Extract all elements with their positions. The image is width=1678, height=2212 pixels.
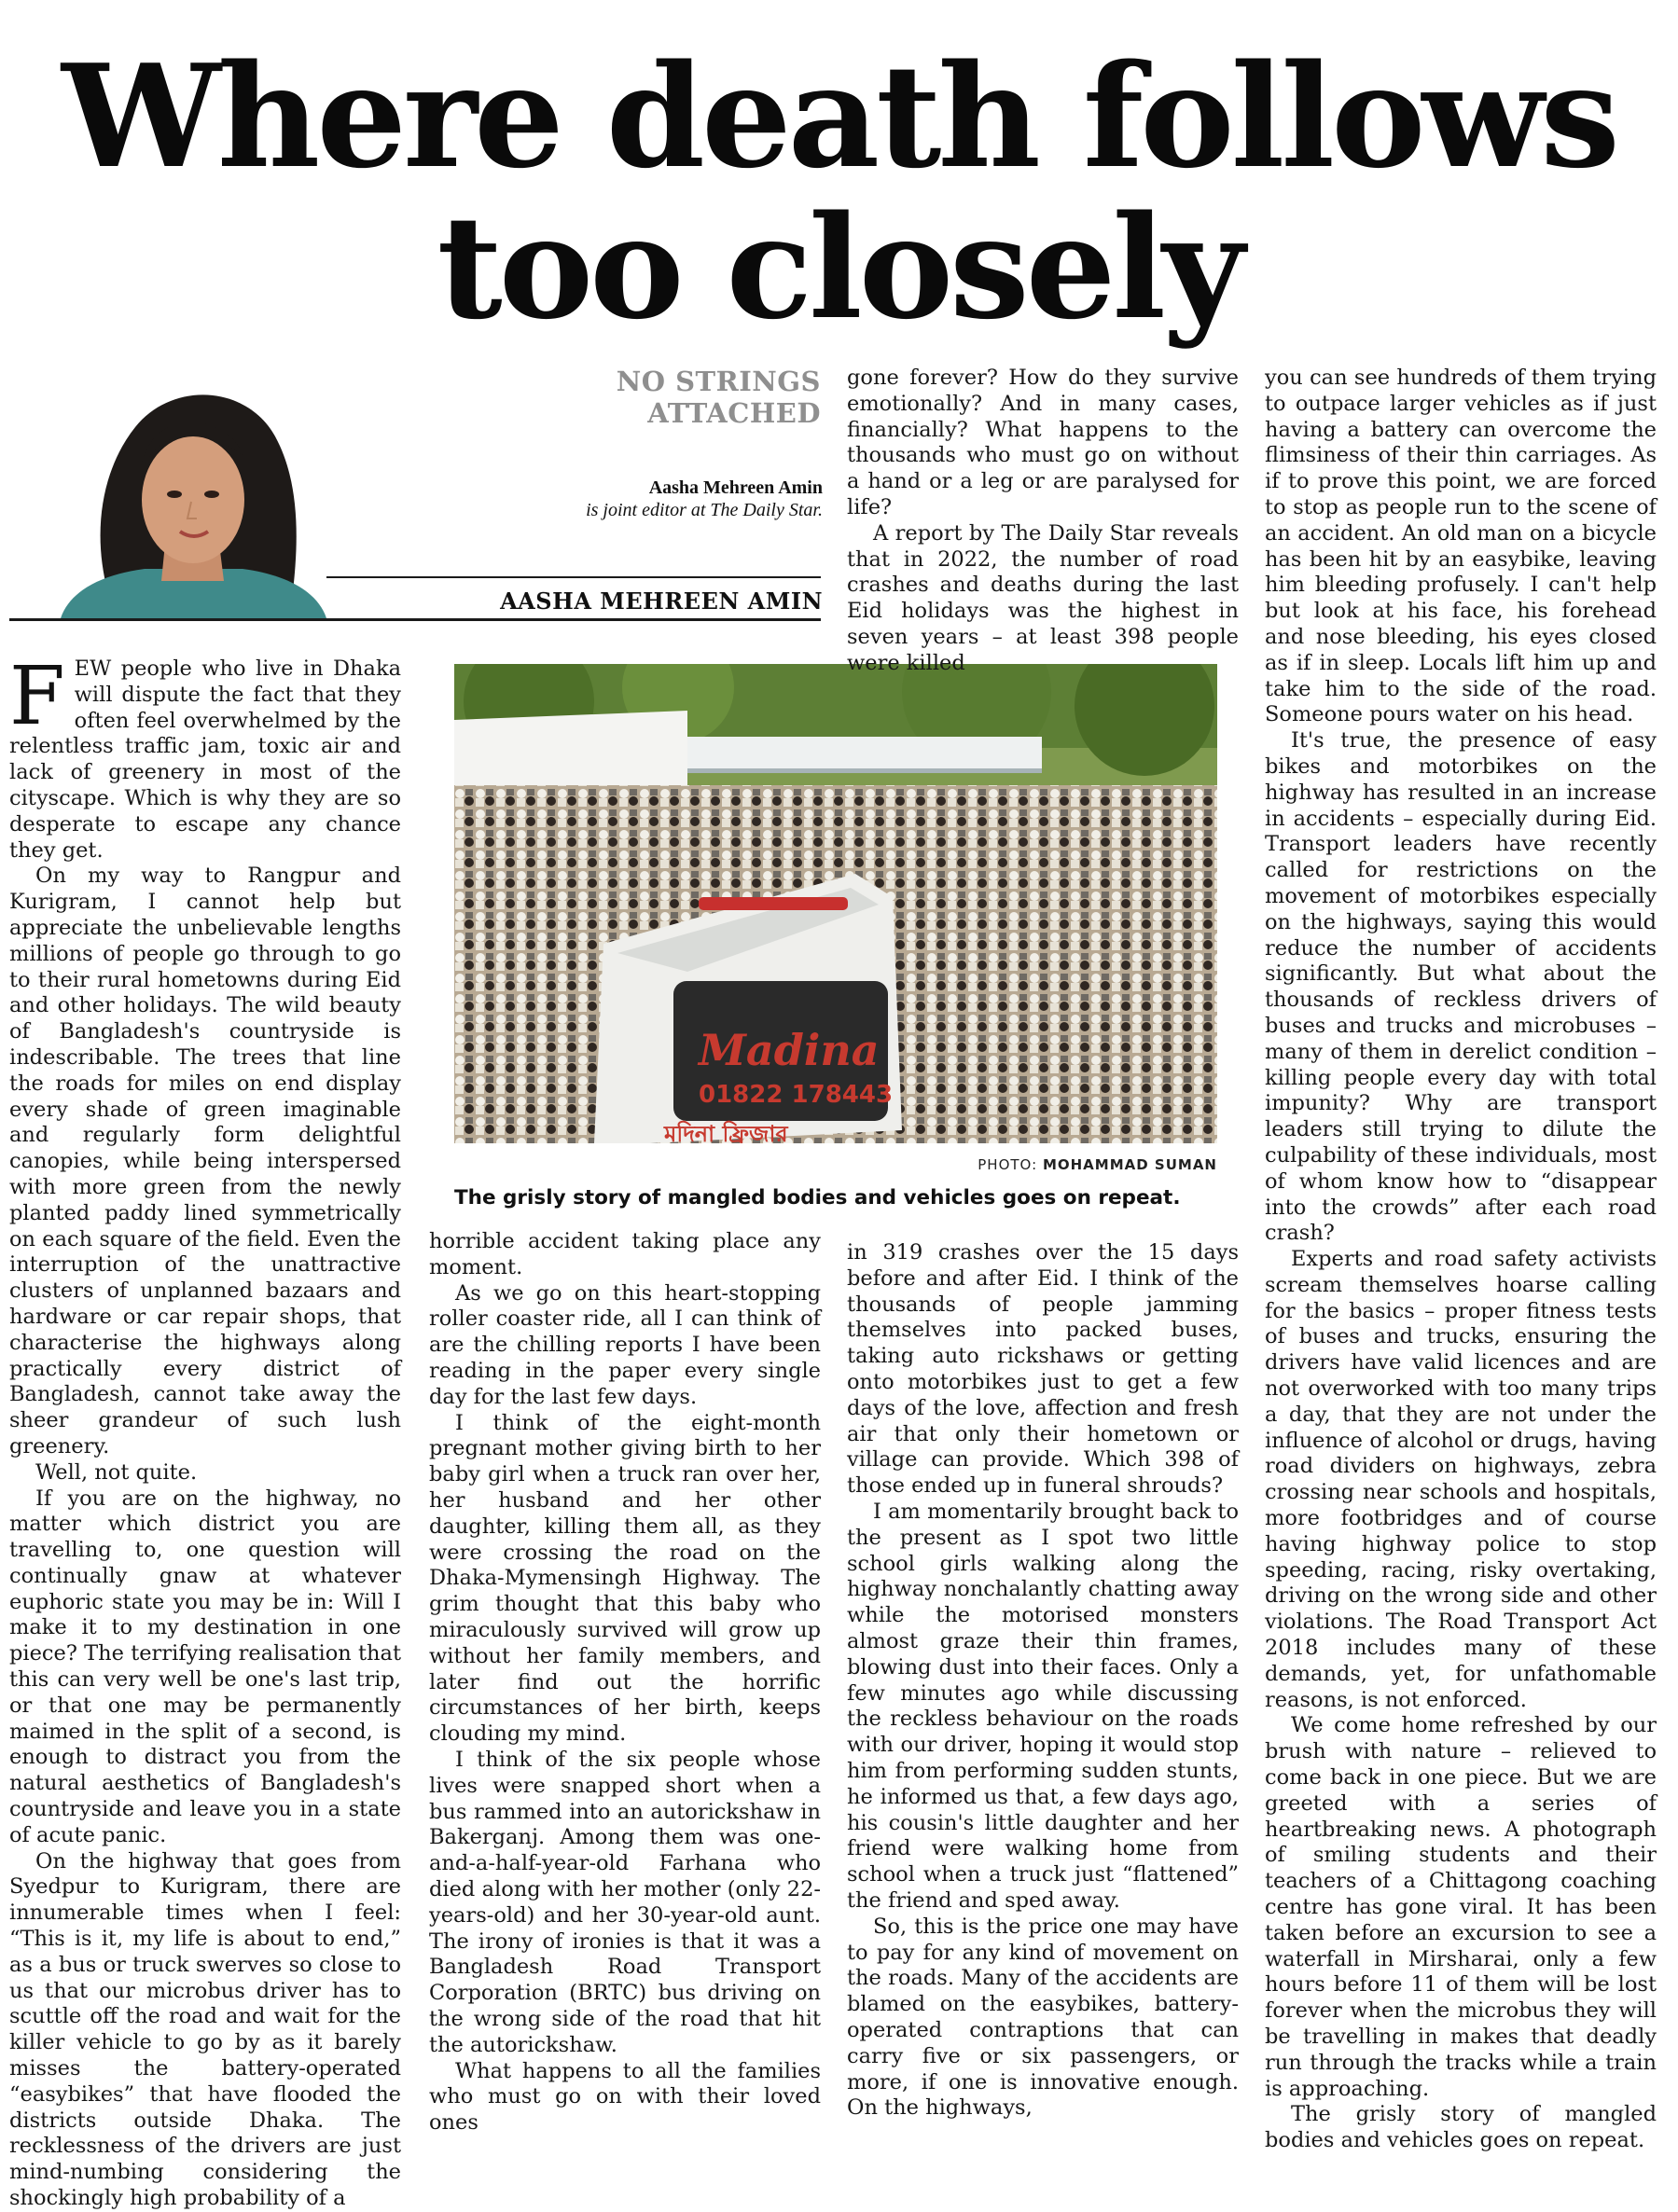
headline-line-2: too closely	[437, 184, 1241, 351]
author-bio-text: is joint editor at The Daily Star.	[586, 500, 823, 520]
drop-cap: F	[9, 650, 65, 743]
article-photo	[454, 664, 1217, 1143]
column-label-line-1: NO STRINGS	[616, 366, 821, 397]
byline-rule	[326, 576, 821, 578]
header-rule	[9, 618, 821, 621]
article-paragraph: It's true, the presence of easy bikes and motorbikes on the highway has resulted in an increase in accidents – especially during Eid. Transport leaders have recently called for restrictions on the movement of motorbikes especially on the highways, saying this would reduce the number of accidents significantly. But what about the thousands of reckless drivers of buses and trucks and microbuses – many of them in derelict condition – killing people every day with total impunity? Why are transport leaders still trying to dilute the culpability of these individuals, most of whom know how to “disappear into the crowds” after each road crash?	[1265, 728, 1657, 1246]
article-paragraph: A report by The Daily Star reveals that in 2022, the number of road crashes and deaths during the last Eid holidays was the highest in seven years – at least 398 people were killed	[847, 520, 1239, 675]
article-paragraph: in 319 crashes over the 15 days before and after Eid. I think of the thousands of people jamming themselves into packed buses, taking auto rickshaws or getting onto motorbikes just to get a few days of the love, affection and fresh air that only their hometown or village can provide. Which 398 of those ended up in funeral shrouds?	[847, 1240, 1239, 1499]
article-paragraph: FEW people who live in Dhaka will dispute the fact that they often feel overwhelmed by the relentless traffic jam, toxic air and lack of greenery in most of the cityscape. Which is why they are so desperate to escape any chance they get.	[9, 650, 401, 863]
headline-line-1: Where death follows	[62, 33, 1616, 200]
article-column-1	[9, 650, 401, 2212]
article-paragraph: If you are on the highway, no matter which district you are travelling to, one question will continually gnaw at whatever euphoric state you may be in: Will I make it to my destination in one piece? The terrifying realisation that this can very well be one's last trip, or that one may be permanently maimed in the split of a second, is enough to distract you from the natural aesthetics of Bangladesh's countryside and leave you in a state of acute panic.	[9, 1486, 401, 1847]
headline	[0, 33, 1678, 351]
article-paragraph: We come home refreshed by our brush with nature – relieved to come back in one piece. But we are greeted with a series of heartbreaking news. A photograph of smiling students and their teachers of a Chittagong coaching centre has gone viral. It has been taken before an excursion to see a waterfall in Mirsharai, only a few hours before 11 of them will be lost forever when the microbus they will be travelling in makes that deadly run through the tracks while a train is approaching.	[1265, 1713, 1657, 2101]
article-paragraph: Experts and road safety activists scream themselves hoarse calling for the basics – proper fitness tests of buses and trucks, ensuring the drivers have valid licences and are not overworked with too many trips a day, that they are not under the influence of alcohol or drugs, having road dividers on highways, zebra crossing near schools and hospitals, more footbridges and of course having highway police to stop speeding, racing, risky overtaking, driving on the wrong side and other violations. The Road Transport Act 2018 includes many of these demands, yet, for unfathomable reasons, is not enforced.	[1265, 1247, 1657, 1712]
article-paragraph: The grisly story of mangled bodies and vehicles goes on repeat.	[1265, 2102, 1657, 2153]
article-paragraph: I think of the eight-month pregnant mother giving birth to her baby girl when a truck ran over her, her husband and her other daughter, killing them all, as they were crossing the road on the Dhaka-Mymensingh Highway. The grim thought that this baby who miraculously survived will grow up without her family members, and later find out the horrific circumstances of her birth, keeps clouding my mind.	[429, 1410, 821, 1747]
article-column-2	[429, 1229, 821, 2136]
article-paragraph: On the highway that goes from Syedpur to Kurigram, there are innumerable times when I feel: “This is it, my life is about to end,” as a bus or truck swerves so close to us that our microbus driver has to scuttle off the road and wait for the killer vehicle to go by as it barely misses the battery-operated “easybikes” that have flooded the districts outside Dhaka. The recklessness of the drivers are just mind-numbing considering the shockingly high probability of a	[9, 1848, 401, 2211]
article-column-3-top	[847, 366, 1239, 677]
article-paragraph: gone forever? How do they survive emotionally? And in many cases, financially? What happens to the thousands who must go on without a hand or a leg or are paralysed for life?	[847, 366, 1239, 519]
photo-caption: The grisly story of mangled bodies and vehicles goes on repeat.	[454, 1186, 1181, 1210]
photo-credit-label: PHOTO:	[978, 1156, 1038, 1173]
article-paragraph: Well, not quite.	[35, 1459, 198, 1485]
article-paragraph: I think of the six people whose lives were snapped short when a bus rammed into an autorickshaw in Bakerganj. Among them was one-and-a-half-year-old Farhana who died along with her mother (only 22-years-old) and her 30-year-old aunt. The irony of ironies is that it was a Bangladesh Road Transport Corporation (BRTC) bus driving on the wrong side of the road that hit the autorickshaw.	[429, 1747, 821, 2057]
column-label-line-2: ATTACHED	[647, 397, 821, 429]
ambulance-phone: 01822 178443	[699, 1081, 894, 1109]
ambulance-bangla-text: মদিনা ফ্রিজার	[664, 1121, 788, 1143]
article-paragraph: horrible accident taking place any moment.	[429, 1229, 821, 1279]
article-paragraph: What happens to all the families who must go on with their loved ones	[429, 2058, 821, 2136]
article-paragraph: So, this is the price one may have to pay for any kind of movement on the roads. Many of the accidents are blamed on the easybikes, battery-operated contraptions that can carry five or six passengers, or more, if one is innovative enough. On the highways,	[847, 1914, 1239, 2121]
author-bio-name: Aasha Mehreen Amin	[648, 477, 823, 498]
byline: AASHA MEHREEN AMIN	[500, 588, 823, 615]
article-column-4	[1265, 366, 1657, 2154]
author-portrait	[51, 362, 331, 618]
article-paragraph: As we go on this heart-stopping roller coaster ride, all I can think of are the chilling reports I have been reading in the paper every single day for the last few days.	[429, 1280, 821, 1409]
photo-credit-name: MOHAMMAD SUMAN	[1042, 1156, 1217, 1173]
article-column-3-bottom	[847, 1240, 1239, 2122]
article-paragraph: On my way to Rangpur and Kurigram, I cannot help but appreciate the unbelievable lengths millions of people go through to go to their rural hometowns during Eid and other holidays. The wild beauty of Bangladesh's countryside is indescribable. The trees that line the roads for miles on end display every shade of green imaginable and regularly form delightful canopies, while being interspersed with more green from the newly planted paddy lined symmetrically on each square of the field. Even the interruption of the unattractive clusters of unplanned bazaars and hardware or car repair shops, that characterise the highways along practically every district of Bangladesh, cannot take away the sheer grandeur of such lush greenery.	[9, 864, 401, 1459]
article-paragraph: I am momentarily brought back to the present as I spot two little school girls walking along the highway nonchalantly chatting away while the motorised monsters almost graze their thin frames, blowing dust into their faces. Only a few minutes ago while discussing the reckless behaviour on the roads with our driver, hoping it would stop him from performing sudden stunts, he informed us that, a few days ago, his cousin's little daughter and her friend were walking home from school when a truck just “flattened” the friend and sped away.	[847, 1499, 1239, 1913]
photo-credit	[839, 1156, 1217, 1173]
article-paragraph: you can see hundreds of them trying to outpace larger vehicles as if just having a battery can overcome the flimsiness of their thin carriages. As if to prove this point, we are forced to stop as people run to the scene of an accident. An old man on a bicycle has been hit by an easybike, leaving him bleeding profusely. I can't help but look at his face, his forehead and nose bleeding, his eyes closed as if in sleep. Locals lift him up and take him to the side of the road. Someone pours water on his head.	[1265, 366, 1657, 727]
ambulance-brand: Madina	[699, 1025, 880, 1075]
